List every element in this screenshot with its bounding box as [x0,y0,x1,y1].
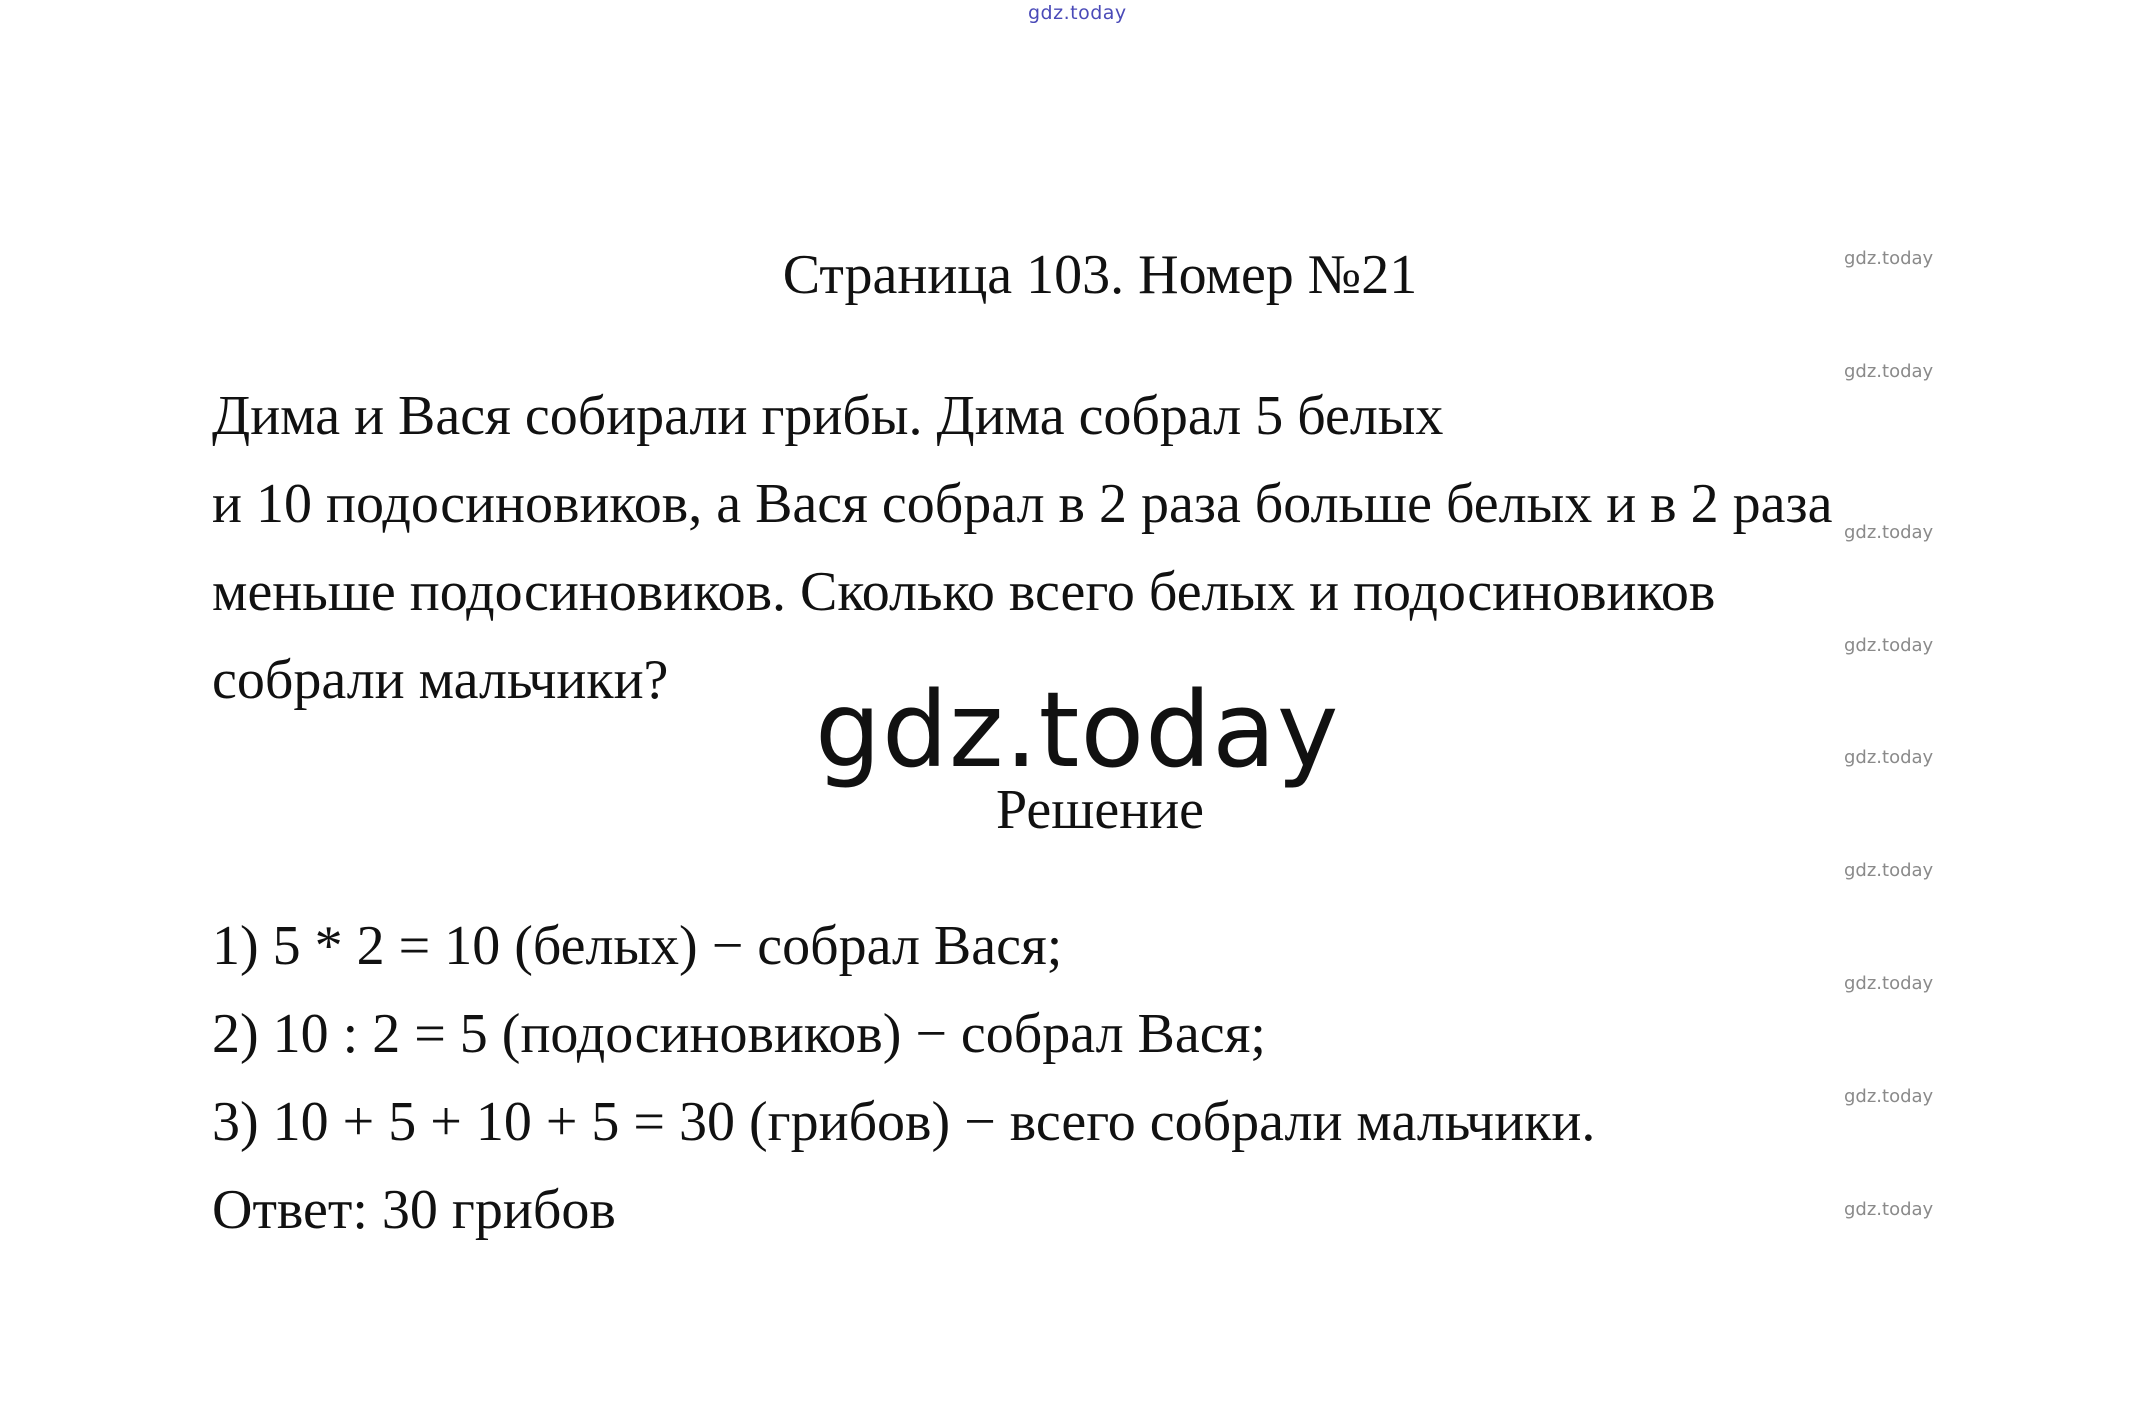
problem-line: меньше подосиновиков. Сколько всего белых и подосиновиков [212,561,1716,623]
answer-line: Ответ: 30 грибов [212,1179,616,1241]
solution-step: 2) 10 : 2 = 5 (подосиновиков) − собрал Вася; [212,1003,1266,1065]
side-watermark: gdz.today [1844,361,1934,382]
page-title: Страница 103. Номер №21 [782,244,1418,306]
problem-line: и 10 подосиновиков, а Вася собрал в 2 раза больше белых и в 2 раза [212,473,1833,535]
side-watermark: gdz.today [1844,1086,1934,1107]
side-watermark: gdz.today [1844,635,1934,656]
solution-steps [212,902,1595,1166]
side-watermark: gdz.today [1844,860,1934,881]
side-watermark: gdz.today [1844,747,1934,768]
solution-step: 3) 10 + 5 + 10 + 5 = 30 (грибов) − всего собрали мальчики. [212,1091,1596,1153]
top-watermark: gdz.today [1028,2,1127,24]
side-watermark: gdz.today [1844,522,1934,543]
problem-line: собрали мальчики? [212,649,669,711]
problem-line: Дима и Вася собирали грибы. Дима собрал 5 белых [212,385,1444,447]
solution-step: 1) 5 * 2 = 10 (белых) − собрал Вася; [212,915,1063,977]
side-watermark: gdz.today [1844,1199,1934,1220]
side-watermark: gdz.today [1844,973,1934,994]
center-watermark: gdz.today [815,669,1340,791]
solution-heading: Решение [995,779,1205,841]
side-watermark: gdz.today [1844,248,1934,269]
